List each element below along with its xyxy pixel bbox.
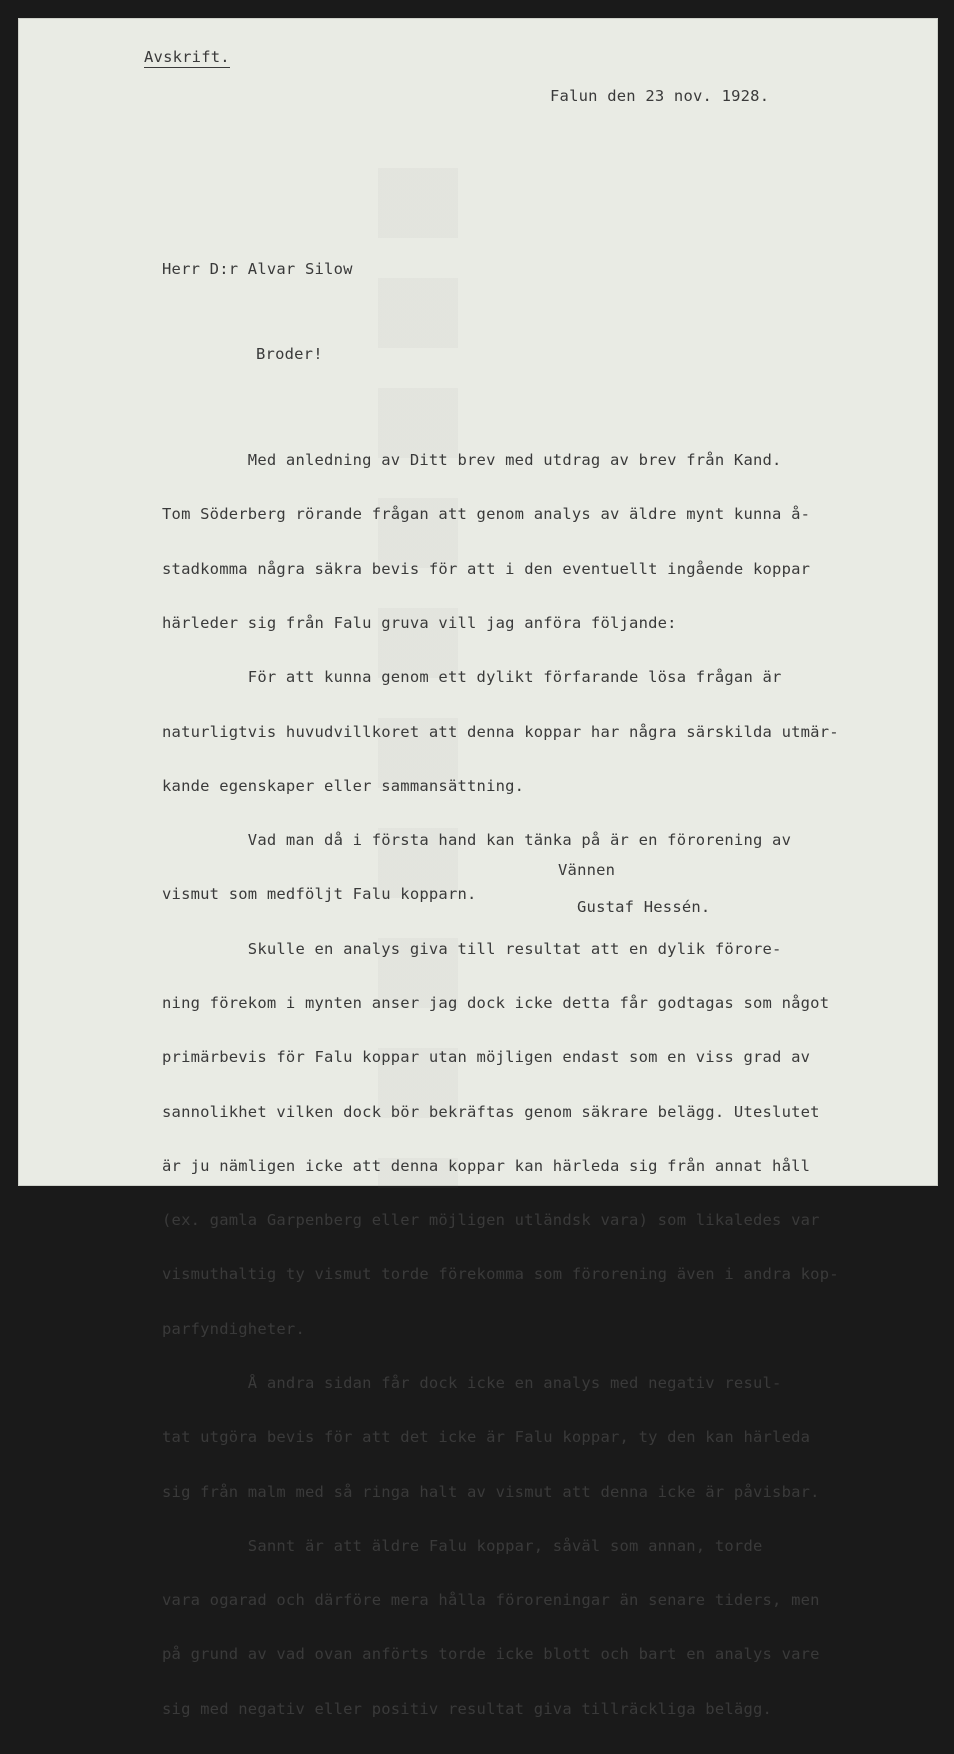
body-line: stadkomma några säkra bevis för att i den eventuellt ingående koppar	[162, 559, 811, 578]
closing: Vännen	[558, 861, 616, 879]
dateline: Falun den 23 nov. 1928.	[550, 87, 770, 105]
document-heading: Avskrift.	[144, 48, 230, 66]
body-line: vismuthaltig ty vismut torde förekomma som förorening även i andra kop-	[162, 1265, 839, 1284]
body-line: Skulle en analys giva till resultat att en dylik förore-	[162, 939, 782, 958]
letter-body	[162, 415, 839, 1754]
body-line: Sannt är att äldre Falu koppar, såväl som annan, torde	[162, 1536, 763, 1555]
body-line: sig med negativ eller positiv resultat giva tillräckliga belägg.	[162, 1699, 773, 1718]
recipient-line: Herr D:r Alvar Silow	[162, 260, 353, 278]
body-line: naturligtvis huvudvillkoret att denna koppar har några särskilda utmär-	[162, 722, 839, 741]
body-line: ning förekom i mynten anser jag dock icke detta får godtagas som något	[162, 994, 830, 1012]
body-line: Tom Söderberg rörande frågan att genom analys av äldre mynt kunna å-	[162, 505, 811, 524]
body-line: Vad man då i första hand kan tänka på är en förorening av	[162, 831, 792, 850]
salutation: Broder!	[256, 345, 323, 363]
body-line: vara ogarad och därföre mera hålla föroreningar än senare tiders, men	[162, 1591, 820, 1610]
body-line: tat utgöra bevis för att det icke är Falu koppar, ty den kan härleda	[162, 1428, 811, 1447]
body-line: vismut som medföljt Falu kopparn.	[162, 885, 477, 904]
body-line: sannolikhet vilken dock bör bekräftas genom säkrare belägg. Uteslutet	[162, 1102, 820, 1121]
body-line: är ju nämligen icke att denna koppar kan härleda sig från annat håll	[162, 1156, 811, 1175]
body-line: kande egenskaper eller sammansättning.	[162, 776, 525, 795]
body-line: parfyndigheter.	[162, 1319, 305, 1338]
body-line: (ex. gamla Garpenberg eller möjligen utländsk vara) som likaledes var	[162, 1211, 820, 1230]
body-line: härleder sig från Falu gruva vill jag anföra följande:	[162, 614, 677, 633]
body-line: sig från malm med så ringa halt av vismut att denna icke är påvisbar.	[162, 1482, 820, 1501]
signature: Gustaf Hessén.	[577, 898, 711, 916]
body-line: Å andra sidan får dock icke en analys med negativ resul-	[162, 1373, 782, 1392]
body-line: på grund av vad ovan anförts torde icke blott och bart en analys vare	[162, 1645, 820, 1664]
body-line: För att kunna genom ett dylikt förfarande lösa frågan är	[162, 668, 782, 687]
body-line: Med anledning av Ditt brev med utdrag av brev från Kand.	[162, 451, 782, 470]
letter-page	[18, 18, 938, 1718]
body-line: primärbevis för Falu koppar utan möjligen endast som en viss grad av	[162, 1048, 811, 1067]
